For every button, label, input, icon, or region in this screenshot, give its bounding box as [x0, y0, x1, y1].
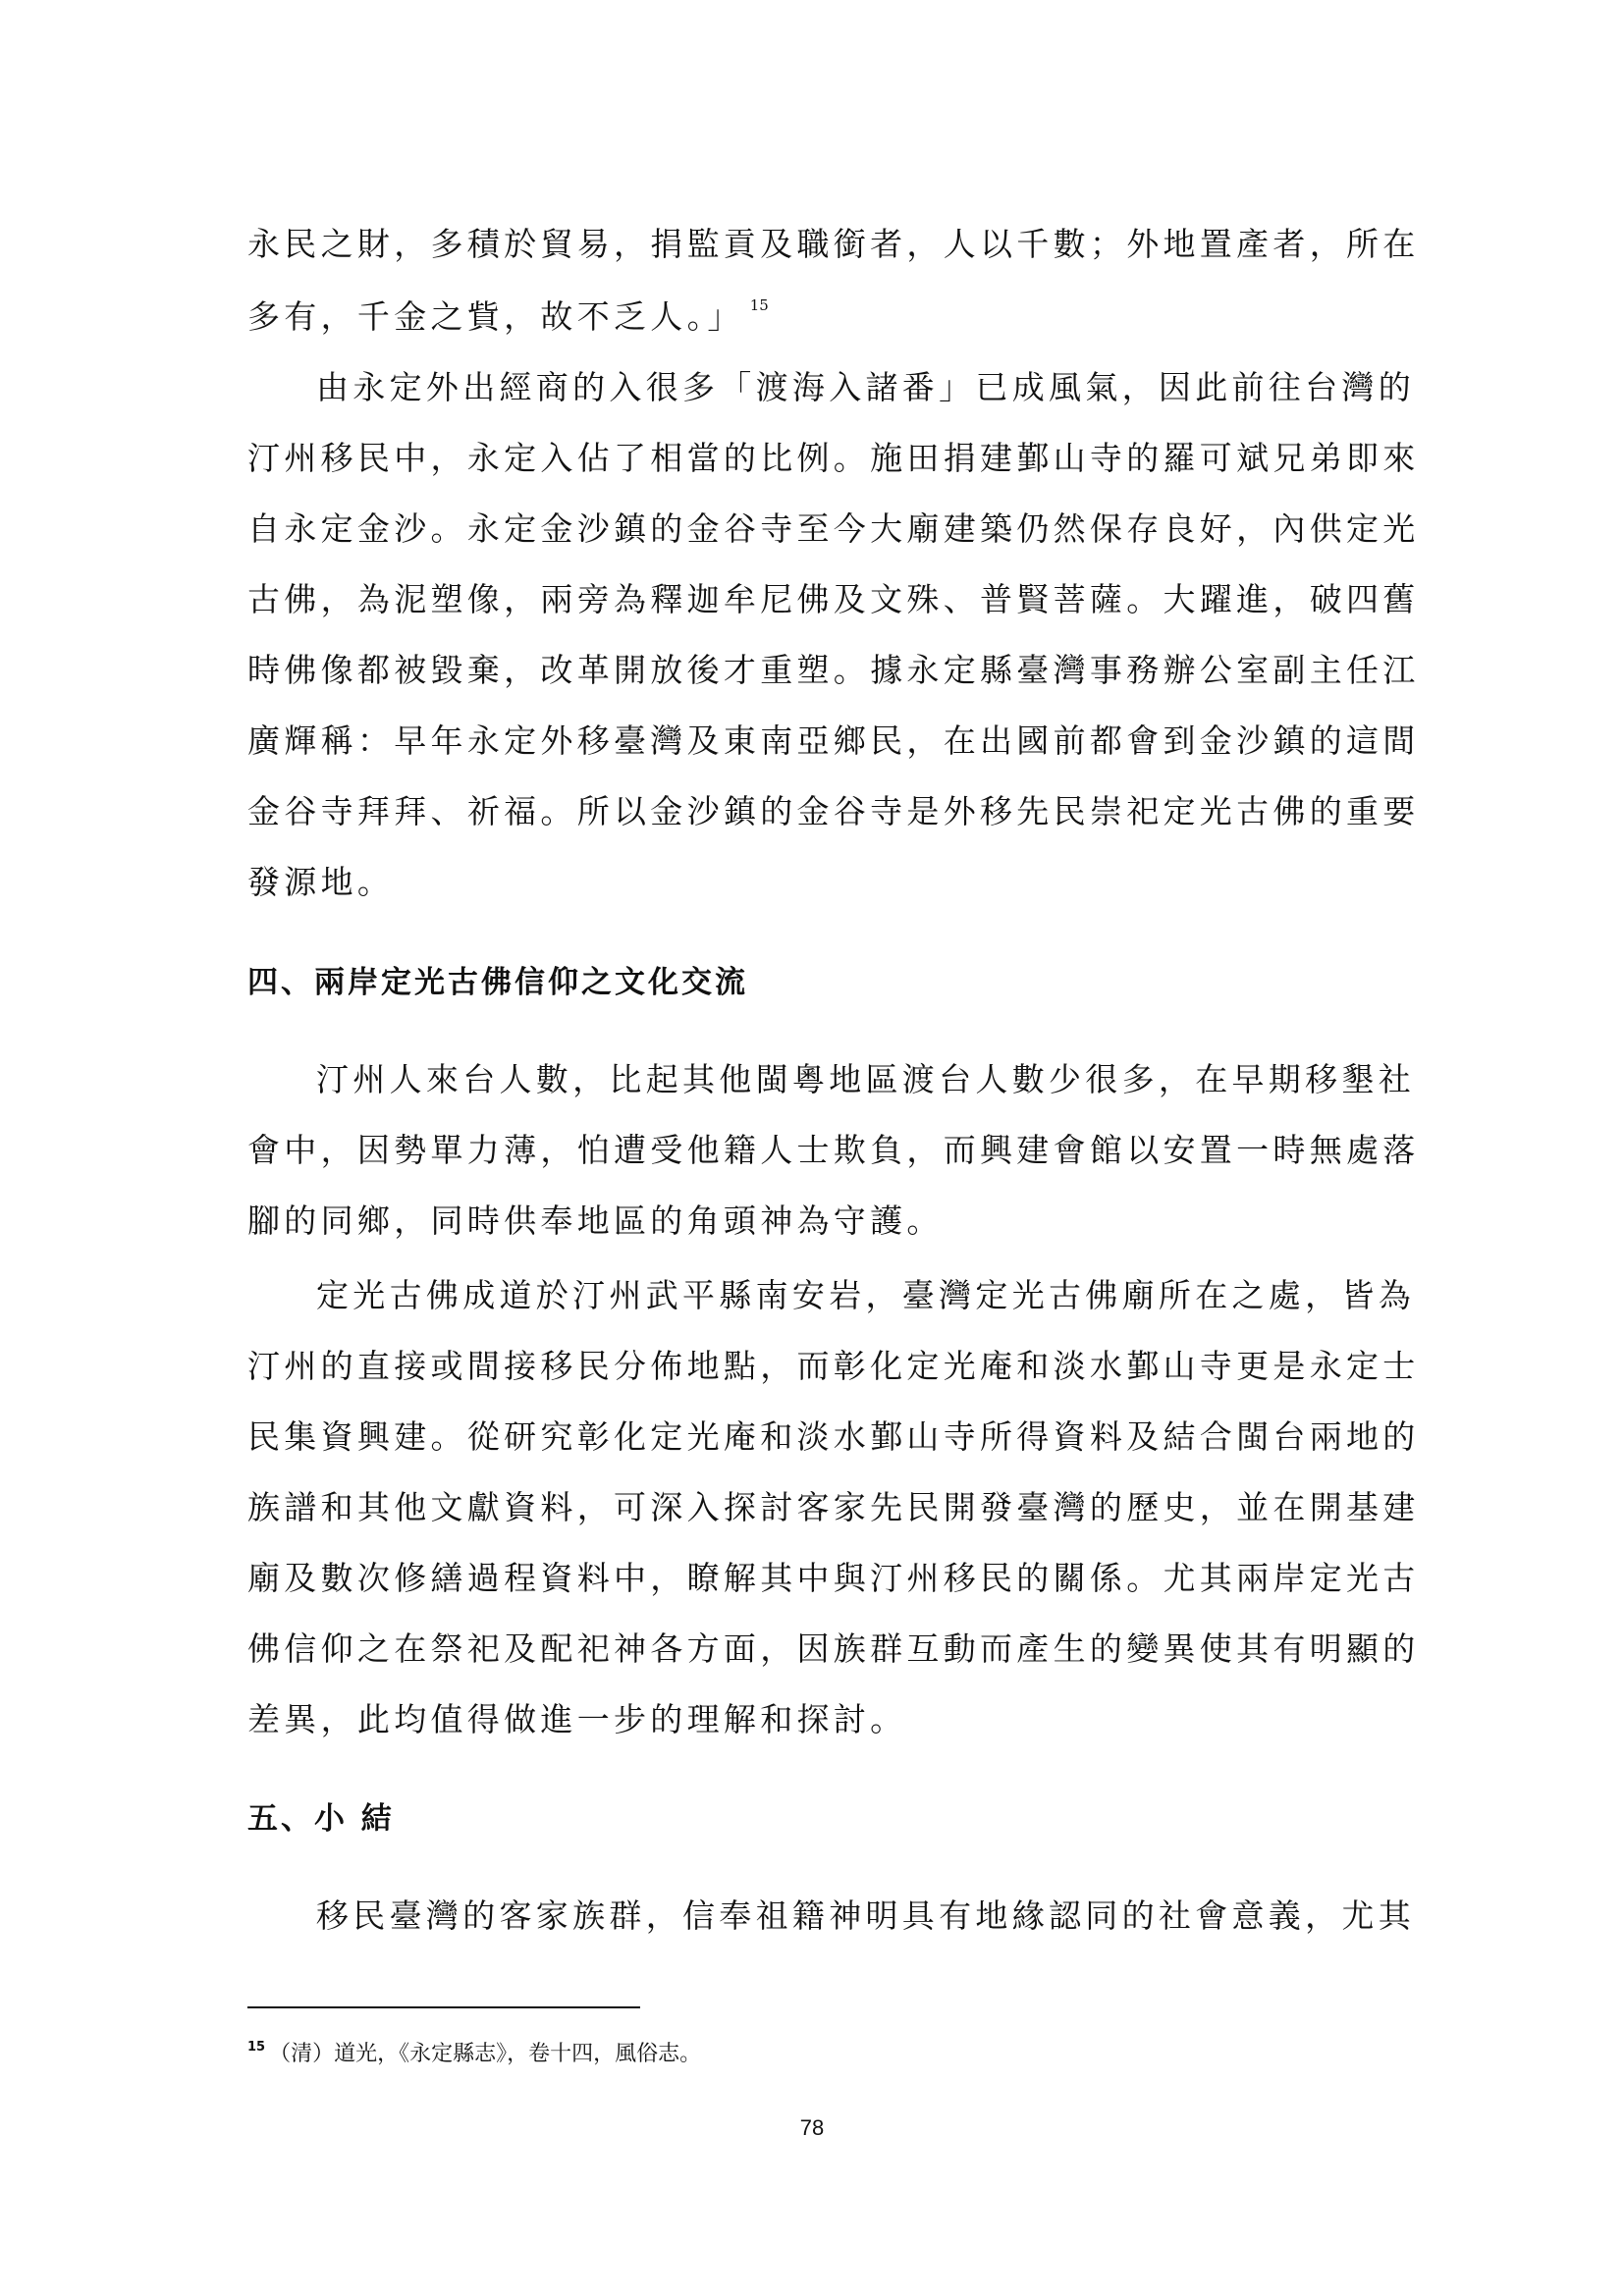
footnote-reference: 15 [749, 296, 769, 314]
body-line: 廣輝稱：早年永定外移臺灣及東南亞鄉民，在出國前都會到金沙鎮的這間 [247, 721, 1420, 760]
body-line: 汀州移民中，永定入佔了相當的比例。施田捐建鄞山寺的羅可斌兄弟即來 [247, 439, 1420, 477]
body-line-text: 多有，千金之貲，故不乏人。」 [247, 297, 744, 336]
body-line: 由永定外出經商的入很多「渡海入諸番」已成風氣，因此前往台灣的 [316, 368, 1415, 406]
section-heading: 五、小 結 [247, 1801, 395, 1837]
page-number: 78 [799, 2115, 825, 2140]
body-line: 族譜和其他文獻資料，可深入探討客家先民開發臺灣的歷史，並在開基建 [247, 1488, 1420, 1526]
footnote-separator [247, 2006, 640, 2008]
body-line [247, 296, 769, 336]
body-line: 汀州的直接或間接移民分佈地點，而彰化定光庵和淡水鄞山寺更是永定士 [247, 1347, 1420, 1385]
body-line: 定光古佛成道於汀州武平縣南安岩，臺灣定光古佛廟所在之處，皆為 [316, 1276, 1415, 1314]
footnote [247, 2041, 701, 2065]
body-line: 廟及數次修繕過程資料中，瞭解其中與汀州移民的關係。尤其兩岸定光古 [247, 1559, 1420, 1597]
body-line: 會中，因勢單力薄，怕遭受他籍人士欺負，而興建會館以安置一時無處落 [247, 1131, 1420, 1169]
body-line: 移民臺灣的客家族群，信奉祖籍神明具有地緣認同的社會意義，尤其 [316, 1896, 1415, 1935]
footnote-text: （清）道光，《永定縣志》，卷十四，風俗志。 [269, 2042, 702, 2066]
body-line: 永民之財，多積於貿易，捐監貢及職銜者，人以千數；外地置產者，所在 [247, 225, 1420, 263]
section-heading: 四、兩岸定光古佛信仰之文化交流 [247, 965, 748, 1000]
body-line: 民集資興建。從研究彰化定光庵和淡水鄞山寺所得資料及結合閩台兩地的 [247, 1417, 1420, 1456]
body-line: 古佛，為泥塑像，兩旁為釋迦牟尼佛及文殊、普賢菩薩。大躍進，破四舊 [247, 580, 1420, 618]
body-line: 腳的同鄉，同時供奉地區的角頭神為守護。 [247, 1201, 944, 1240]
body-line: 時佛像都被毀棄，改革開放後才重塑。據永定縣臺灣事務辦公室副主任江 [247, 651, 1420, 689]
body-line: 發源地。 [247, 863, 395, 901]
body-line: 差異，此均值得做進一步的理解和探討。 [247, 1700, 907, 1738]
body-line: 佛信仰之在祭祀及配祀神各方面，因族群互動而產生的變異使其有明顯的 [247, 1629, 1420, 1668]
body-line: 金谷寺拜拜、祈福。所以金沙鎮的金谷寺是外移先民崇祀定光古佛的重要 [247, 792, 1420, 830]
body-line: 自永定金沙。永定金沙鎮的金谷寺至今大廟建築仍然保存良好，內供定光 [247, 509, 1420, 548]
body-line: 汀州人來台人數，比起其他閩粵地區渡台人數少很多，在早期移墾社 [316, 1060, 1415, 1098]
footnote-number: 15 [247, 2040, 266, 2055]
